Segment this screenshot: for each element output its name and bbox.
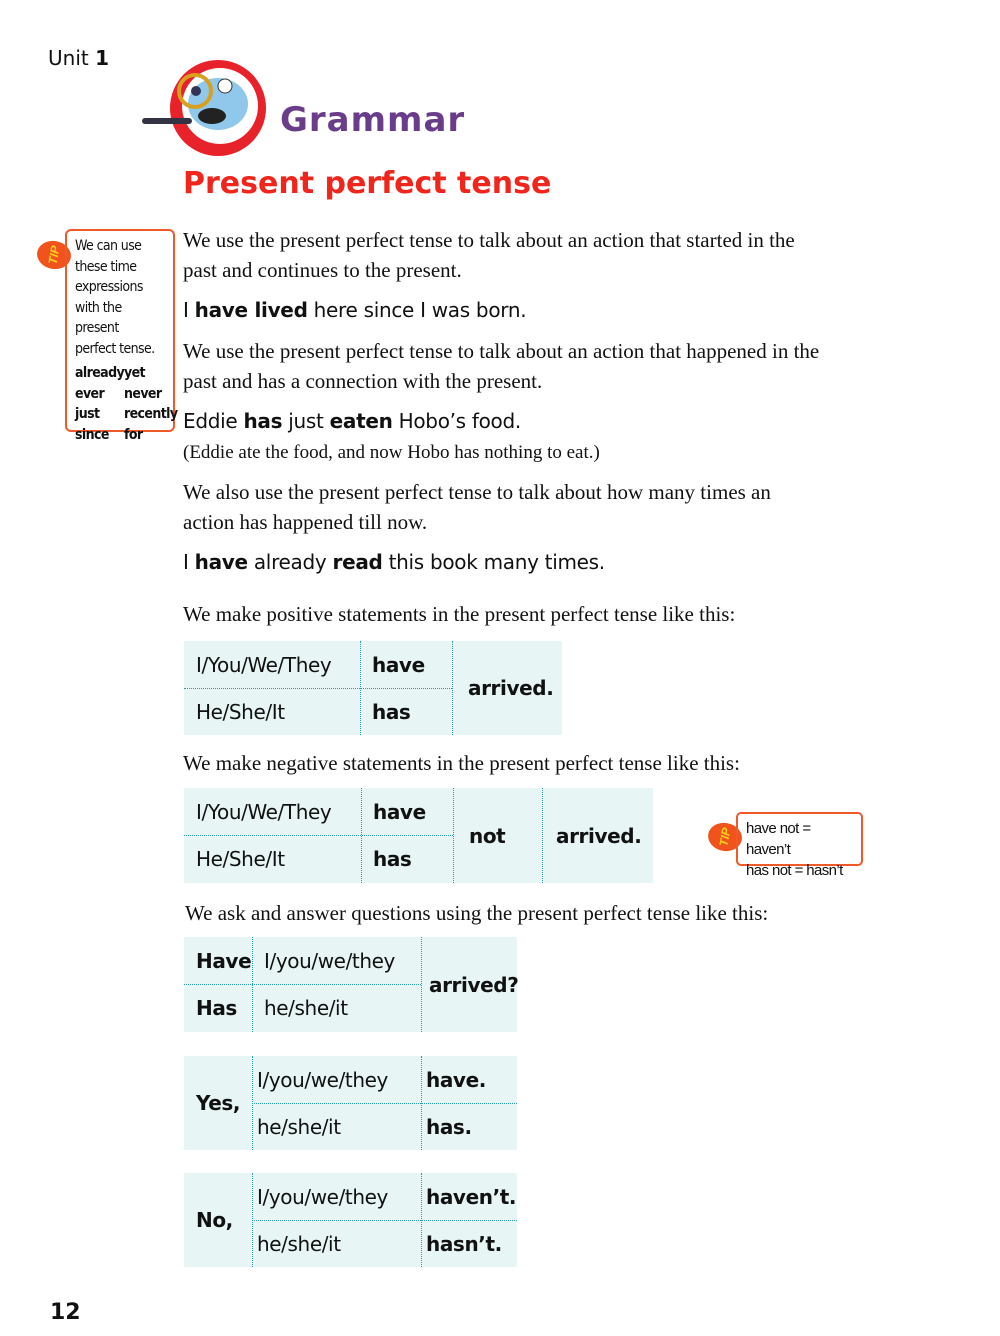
tip-word: recently [124, 406, 178, 422]
tip-text: have not = haven’t [746, 820, 811, 858]
table-cell: arrived. [468, 676, 554, 700]
table-cell: Have [196, 948, 252, 973]
table-cell: He/She/It [196, 699, 285, 724]
negative-table [184, 788, 653, 883]
page-number: 12 [50, 1300, 81, 1325]
example-2-note: (Eddie ate the food, and now Hobo has nothing to eat.) [183, 442, 600, 463]
example-3: I have already read this book many times. [183, 550, 605, 574]
table-cell: has. [426, 1114, 472, 1139]
table-cell: have [373, 799, 426, 824]
tip-word: since [75, 426, 109, 443]
table-cell: Yes, [196, 1091, 241, 1115]
yes-answer-table [184, 1056, 517, 1150]
table-cell: I/You/We/They [196, 799, 332, 824]
unit-label [48, 46, 109, 70]
table-cell: he/she/it [257, 1231, 341, 1256]
table-cell: not [469, 823, 506, 848]
table-cell: I/you/we/they [257, 1184, 388, 1209]
tip-text: these time [75, 258, 137, 275]
table-cell: I/You/We/They [196, 652, 332, 677]
tip-text: with the present [75, 299, 122, 336]
section-heading: Grammar [280, 100, 466, 140]
table-cell: has [373, 847, 412, 871]
unit-number: 1 [95, 46, 109, 70]
question-table [184, 937, 517, 1032]
table-cell: haven’t. [426, 1184, 517, 1209]
table-cell: I/you/we/they [264, 948, 395, 973]
paragraph-3: We also use the present perfect tense to talk about how many times an action has happened till now. [183, 480, 771, 534]
table-cell: No, [196, 1208, 233, 1232]
positive-table [184, 641, 562, 735]
paragraph-2: We use the present perfect tense to talk about an action that happened in the past and has a connection with the present. [183, 339, 820, 393]
tip-word: never [124, 385, 162, 402]
table-cell: he/she/it [264, 996, 348, 1020]
tip-badge-icon: TIP [706, 820, 744, 853]
tip-word: ever [75, 385, 105, 402]
table-cell: He/She/It [196, 847, 285, 871]
tip-box-contractions [736, 812, 863, 879]
no-answer-table [184, 1173, 517, 1267]
question-intro: We ask and answer questions using the present perfect tense like this: [185, 901, 769, 925]
tip-word: yet [124, 365, 145, 381]
positive-intro: We make positive statements in the present perfect tense like this: [183, 602, 736, 626]
negative-intro: We make negative statements in the present perfect tense like this: [183, 751, 740, 775]
table-cell: he/she/it [257, 1114, 341, 1139]
tip-word: already [75, 365, 125, 381]
table-cell: I/you/we/they [257, 1067, 388, 1092]
paragraph-1: We use the present perfect tense to talk about an action that started in the past and continues to the present. [183, 228, 795, 282]
tip-text: expressions [75, 279, 143, 295]
tip-text: We can use [75, 238, 142, 254]
tip-text: perfect tense. [75, 340, 155, 357]
unit-text: Unit [48, 46, 89, 70]
example-1: I have lived here since I was born. [183, 298, 527, 322]
tip-badge-icon: TIP [35, 238, 73, 271]
table-cell: have. [426, 1067, 486, 1092]
table-cell: hasn’t. [426, 1231, 502, 1256]
tip-word: for [124, 426, 143, 443]
table-cell: arrived? [429, 972, 519, 997]
table-cell: have [372, 652, 425, 677]
table-cell: Has [196, 996, 237, 1020]
example-2: Eddie has just eaten Hobo’s food. [183, 409, 521, 433]
grammar-mascot-logo [140, 56, 270, 161]
table-cell: has [372, 699, 411, 724]
table-cell: arrived. [556, 823, 642, 848]
tip-text: has not = hasn’t [746, 862, 843, 879]
tip-word: just [75, 406, 100, 422]
page-title: Present perfect tense [183, 166, 552, 201]
tip-box-time-expressions [65, 229, 178, 443]
